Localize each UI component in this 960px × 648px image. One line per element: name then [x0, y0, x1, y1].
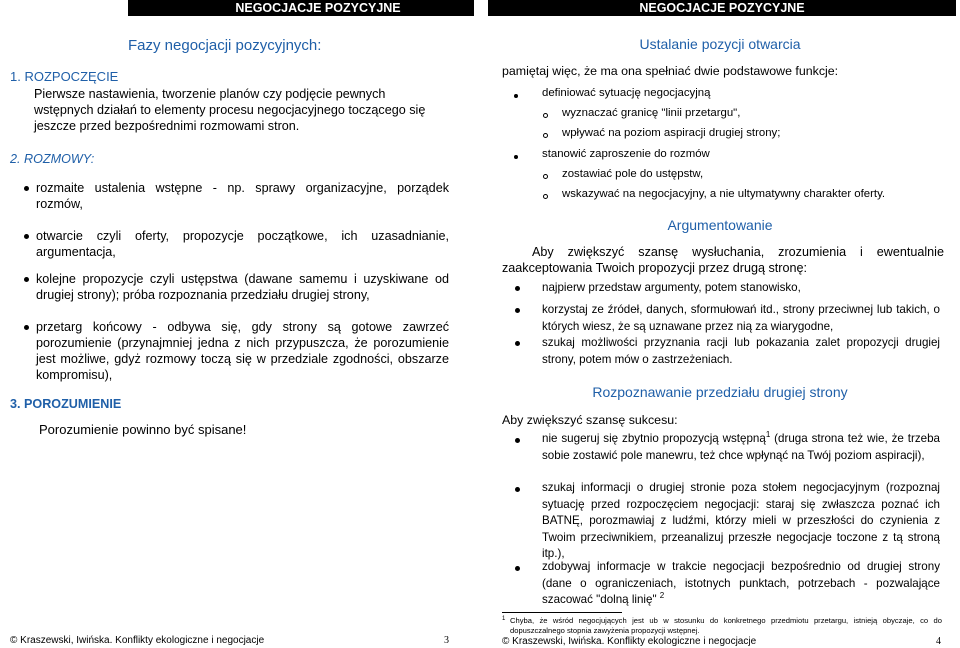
footnote-number: 1: [502, 616, 506, 622]
sec2-item-3: szukaj możliwości przyznania racji lub pokazania zalet propozycji drugiej strony, potem mów o zastrzeżeniach.: [542, 336, 940, 366]
section-2-heading: 2. ROZMOWY:: [10, 152, 95, 166]
sec1-bullet-2: stanowić zaproszenie do rozmów: [542, 148, 710, 160]
circle-bullet-icon: [543, 174, 548, 179]
section-1-heading: 1. ROZPOCZĘCIE: [10, 69, 119, 84]
sec3-intro: Aby zwiększyć szansę sukcesu:: [502, 413, 678, 427]
sec2-item-1: najpierw przedstaw argumenty, potem stanowisko,: [542, 281, 801, 294]
bullet-icon: [515, 566, 520, 571]
left-header-bar: [128, 0, 474, 16]
s2-item-3: kolejne propozycje czyli ustępstwa (dawane samemu i uzyskiwane od drugiej strony); próba rozpoznania przedziału drugiej strony,: [36, 272, 449, 302]
bullet-icon: [515, 341, 520, 346]
bullet-icon: [24, 325, 29, 330]
bullet-icon: [24, 277, 29, 282]
right-footer: © Kraszewski, Iwińska. Konflikty ekologiczne i negocjacje: [502, 636, 757, 647]
sec3-item-1-text-a: nie sugeruj się zbytnio propozycją wstępną: [542, 432, 766, 445]
sec3-item-3: [542, 559, 940, 609]
circle-bullet-icon: [543, 194, 548, 199]
bullet-icon: [515, 487, 520, 492]
right-page: [480, 0, 960, 648]
right-page-number: 4: [936, 636, 941, 647]
sec3-title: Rozpoznawanie przedziału drugiej strony: [592, 384, 848, 400]
circle-bullet-icon: [543, 133, 548, 138]
footnote-ref-1[interactable]: 1: [765, 430, 771, 440]
sec1-sub-2: wpływać na poziom aspiracji drugiej strony;: [562, 127, 781, 139]
sec1-bullet-1: definiować sytuację negocjacyjną: [542, 87, 711, 99]
sec1-sub-1: wyznaczać granicę "linii przetargu",: [562, 107, 741, 119]
right-header-bar: [488, 0, 956, 16]
bullet-icon: [515, 308, 520, 313]
left-footer: © Kraszewski, Iwińska. Konflikty ekologiczne i negocjacje: [10, 635, 265, 646]
bullet-icon: [514, 155, 518, 159]
sec2-title: Argumentowanie: [667, 217, 773, 233]
sec3-item-1-text-b: (druga strona też wie, że trzeba sobie zostawić pole manewru, też chce wpłynąć na Twój poziom aspiracji),: [542, 432, 940, 462]
sec2-intro: Aby zwiększyć szansę wysłuchania, zrozumienia i ewentualnie zaakceptowania Twoich propozycji przez drugą stronę:: [502, 245, 944, 275]
left-header-text: NEGOCJACJE POZYCYJNE: [235, 1, 401, 15]
footnote-ref-2[interactable]: 2: [659, 591, 665, 601]
bullet-icon: [24, 234, 29, 239]
left-page-number: 3: [444, 635, 449, 646]
s2-item-1: rozmaite ustalenia wstępne - np. sprawy organizacyjne, porządek rozmów,: [36, 181, 449, 211]
section-3-text: Porozumienie powinno być spisane!: [39, 422, 247, 437]
sec3-item-3-text: zdobywaj informacje w trakcie negocjacji bezpośrednio od drugiej strony (dane o ograniczeniach, istotnych punktach, potrzebach - pozwalające szacować "dolną linię": [542, 560, 940, 606]
section-3-heading: 3. POROZUMIENIE: [10, 397, 122, 411]
circle-bullet-icon: [543, 113, 548, 118]
s2-item-2: otwarcie czyli oferty, propozycje początkowe, ich uzasadnianie, argumentacja,: [36, 229, 449, 259]
left-title: Fazy negocjacji pozycyjnych:: [128, 37, 322, 54]
section-1-text: Pierwsze nastawienia, tworzenie planów czy podjęcie pewnych wstępnych działań to elementy procesu negocjacyjnego toczącego się jeszcze przed bezpośrednimi rozmowami stron.: [34, 87, 426, 133]
sec1-intro: pamiętaj więc, że ma ona spełniać dwie podstawowe funkcje:: [502, 64, 839, 78]
bullet-icon: [24, 186, 29, 191]
footnote-text: Chyba, że wśród negocjujących jest ub w stosunku do konkretnego przedmiotu przetargu, istnieją obyczaje, co do dopuszczalnego stopnia zawyżenia propozycji wstępnej.: [510, 616, 942, 635]
bullet-icon: [515, 438, 520, 443]
sec2-item-2: korzystaj ze źródeł, danych, sformułowań itd., strony przeciwnej lub takich, o których wiesz, że są uznawane przez nią za wiarygodne,: [542, 303, 940, 333]
sec1-sub-3: zostawiać pole do ustępstw,: [562, 168, 704, 180]
sec1-title: Ustalanie pozycji otwarcia: [639, 36, 801, 52]
right-header-text: NEGOCJACJE POZYCYJNE: [639, 1, 805, 15]
s2-item-4: przetarg końcowy - odbywa się, gdy strony są gotowe zawrzeć porozumienie (przynajmniej jedna z nich przypuszcza, że porozumienie jest możliwe, gdyż rozmowy toczą się w przedziale zgodności, obszarze kompromisu),: [36, 320, 449, 382]
sec3-item-2: szukaj informacji o drugiej stronie poza stołem negocjacyjnym (rozpoznaj sytuację przed rozpoczęciem negocjacji: staraj się zwłaszcza poznać ich BATNĘ, porozmawiaj z ludźmi, którzy mieli w przeszłości do czynienia z Twoim przeciwnikiem, przeanalizuj przeszłe negocjacje toczone z tą stroną itp.),: [542, 481, 940, 560]
footnote-divider: [502, 612, 622, 613]
bullet-icon: [515, 286, 520, 291]
bullet-icon: [514, 94, 518, 98]
sec3-item-1: [542, 431, 940, 464]
sec1-sub-4: wskazywać na negocjacyjny, a nie ultymatywny charakter oferty.: [562, 188, 886, 200]
